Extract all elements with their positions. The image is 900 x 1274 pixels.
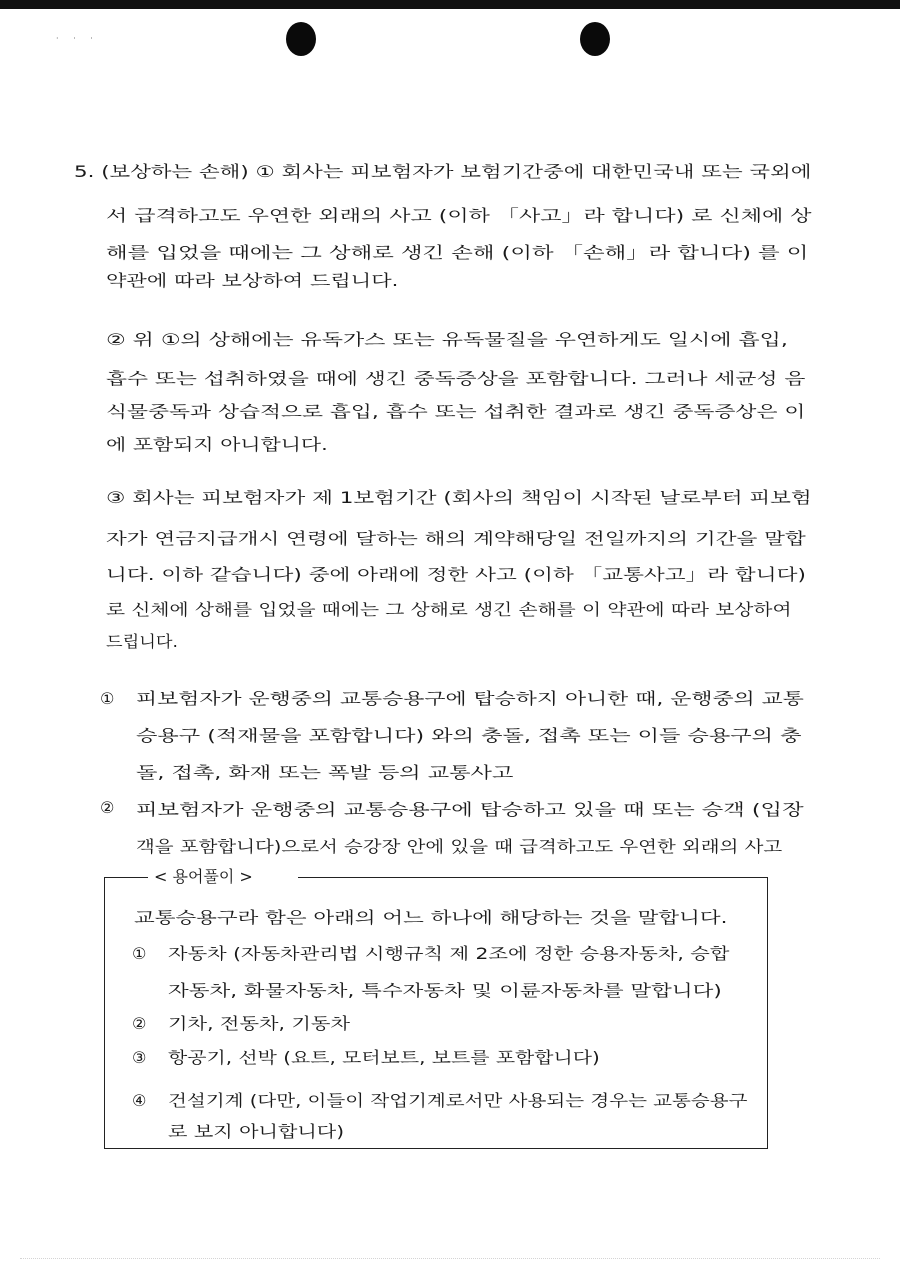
item-marker: ②: [132, 1014, 147, 1033]
punch-hole-left: [286, 22, 316, 56]
text-line: 항공기, 선박 (요트, 모터보트, 보트를 포함합니다): [168, 1048, 600, 1067]
text-line: 식물중독과 상습적으로 흡입, 흡수 또는 섭취한 결과로 생긴 중독증상은 이: [106, 402, 806, 421]
text-line: 자동차, 화물자동차, 특수자동차 및 이륜자동차를 말합니다): [168, 981, 722, 1000]
text-line: 승용구 (적재물을 포함합니다) 와의 충돌, 접촉 또는 이들 승용구의 충: [136, 726, 802, 745]
text-line: 니다. 이하 같습니다) 중에 아래에 정한 사고 (이하 「교통사고」라 합니다): [106, 565, 806, 584]
text-line: 기차, 전동차, 기동차: [168, 1014, 350, 1033]
text-line: 건설기계 (다만, 이들이 작업기계로서만 사용되는 경우는 교통승용구: [168, 1091, 748, 1110]
scan-top-border: [0, 0, 900, 9]
item-marker: ②: [100, 798, 115, 817]
text-line: 돌, 접촉, 화재 또는 폭발 등의 교통사고: [136, 763, 514, 782]
text-line: ② 위 ①의 상해에는 유독가스 또는 유독물질을 우연하게도 일시에 흡입,: [106, 330, 788, 349]
text-line: 자동차 (자동차관리법 시행규칙 제 2조에 정한 승용자동차, 승합: [168, 944, 730, 963]
item-marker: ④: [132, 1091, 147, 1110]
scan-bottom-noise: [20, 1258, 880, 1259]
text-line: ③ 회사는 피보험자가 제 1보험기간 (회사의 책임이 시작된 날로부터 피보험: [106, 488, 812, 507]
item-marker: ③: [132, 1048, 147, 1067]
text-line: 흡수 또는 섭취하였을 때에 생긴 중독증상을 포함합니다. 그러나 세균성 음: [106, 369, 806, 388]
item-marker: ①: [100, 689, 115, 708]
text-line: 드립니다.: [106, 632, 178, 651]
text-line: 해를 입었을 때에는 그 상해로 생긴 손해 (이하 「손해」라 합니다) 를 이: [106, 243, 809, 262]
text-line: 객을 포함합니다)으로서 승강장 안에 있을 때 급격하고도 우연한 외래의 사고: [136, 837, 783, 856]
glossary-box-top-border: [104, 877, 148, 878]
glossary-box-top-border: [298, 877, 768, 878]
text-line: 서 급격하고도 우연한 외래의 사고 (이하 「사고」라 합니다) 로 신체에 상: [106, 206, 812, 225]
text-line: 피보험자가 운행중의 교통승용구에 탑승하고 있을 때 또는 승객 (입장: [136, 800, 804, 819]
item-marker: ①: [132, 944, 147, 963]
scan-specks: · · ·: [56, 34, 99, 43]
text-line: 피보험자가 운행중의 교통승용구에 탑승하지 아니한 때, 운행중의 교통: [136, 689, 804, 708]
text-line: 약관에 따라 보상하여 드립니다.: [106, 271, 399, 290]
text-line: 로 신체에 상해를 입었을 때에는 그 상해로 생긴 손해를 이 약관에 따라 보상하여: [106, 600, 792, 619]
text-line: 로 보지 아니합니다): [168, 1122, 345, 1141]
punch-hole-right: [580, 22, 610, 56]
text-line: 에 포함되지 아니합니다.: [106, 435, 328, 454]
glossary-title: < 용어풀이 >: [154, 867, 253, 886]
text-line: 자가 연금지급개시 연령에 달하는 해의 계약해당일 전일까지의 기간을 말합: [106, 529, 806, 548]
text-line: 5. (보상하는 손해) ① 회사는 피보험자가 보험기간중에 대한민국내 또는 국외에: [74, 162, 812, 181]
glossary-intro: 교통승용구라 함은 아래의 어느 하나에 해당하는 것을 말합니다.: [134, 908, 728, 927]
